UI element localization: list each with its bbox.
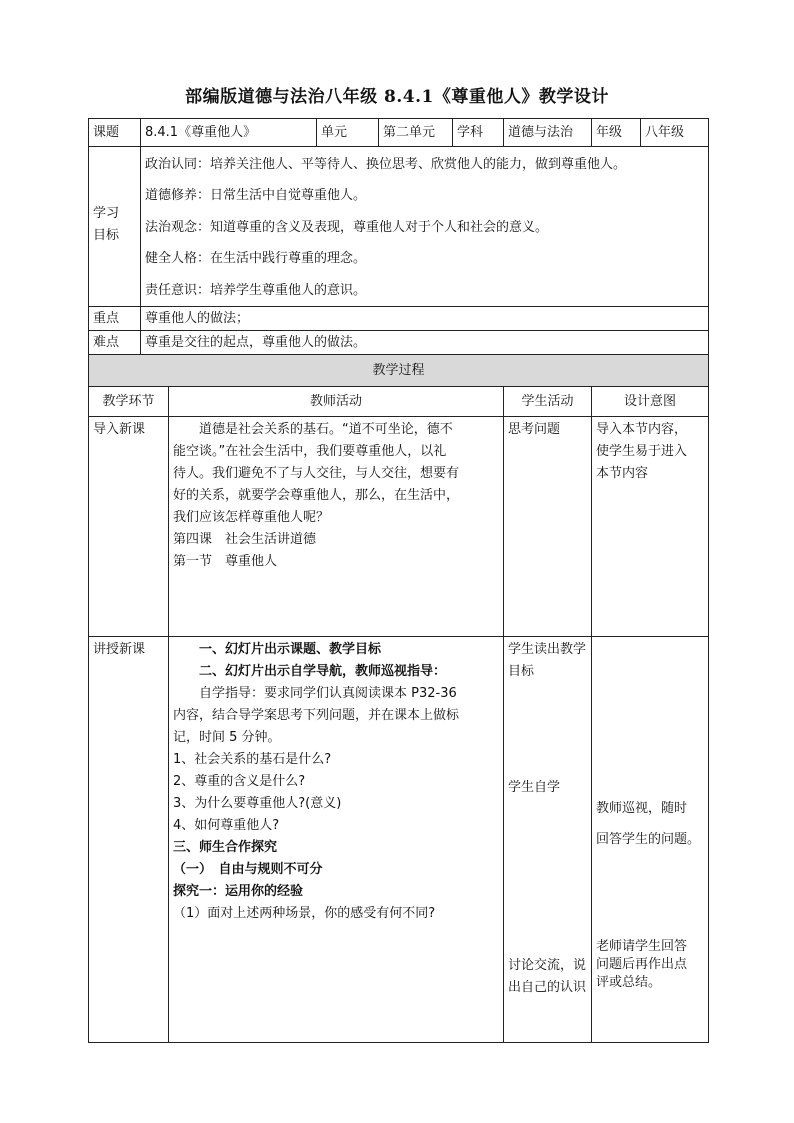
intro-teacher-line: 第一节 尊重他人	[173, 554, 278, 569]
intro-teacher-line: 我们应该怎样尊重他人呢？	[173, 510, 330, 525]
goals-label-line1: 学习	[93, 206, 120, 221]
goal-responsibility: 责任意识：培养学生尊重他人的意识。	[145, 282, 367, 298]
header-row	[89, 119, 709, 147]
lecture-teacher-line: 3、为什么要尊重他人?(意义)	[173, 796, 342, 811]
goal-moral: 道德修养：日常生活中自觉尊重他人。	[145, 188, 367, 204]
lesson-plan-table	[88, 118, 709, 1043]
page-title: 部编版道德与法治八年级 8.4.1《尊重他人》教学设计	[185, 87, 609, 107]
goal-political: 政治认同：培养关注他人、平等待人、换位思考、欣赏他人的能力，做到尊重他人。	[145, 157, 627, 172]
intro-teacher-line: 待人。我们避免不了与人交往，与人交往，想要有	[173, 466, 460, 481]
unit-label: 单元	[317, 119, 379, 147]
difficulty-label: 难点	[89, 331, 141, 355]
lecture-student-line: 目标	[508, 664, 535, 679]
lecture-intent-line: 老师请学生回答	[596, 938, 688, 954]
grade-label: 年级	[592, 119, 641, 147]
lecture-teacher-line: 记，时间 5 分钟。	[173, 730, 281, 745]
goals-row	[89, 147, 709, 307]
lecture-intent-line: 问题后再作出点	[596, 956, 688, 972]
intro-intent-line: 导入本节内容，	[596, 422, 688, 437]
lecture-teacher-line: 内容，结合导学案思考下列问题，并在课本上做标	[173, 708, 460, 723]
column-teacher: 教师活动	[169, 387, 504, 417]
column-stage: 教学环节	[89, 387, 169, 417]
lecture-teacher-line: （1）面对上述两种场景，你的感受有何不同?	[173, 906, 436, 921]
intro-student: 思考问题	[504, 417, 592, 637]
process-columns-row	[89, 387, 709, 417]
lecture-teacher-line: 4、如何尊重他人?	[173, 818, 280, 833]
difficulty-row	[89, 331, 709, 355]
lecture-student	[504, 637, 592, 1043]
lecture-row	[89, 637, 709, 1043]
column-student: 学生活动	[504, 387, 592, 417]
lecture-student-line: 出自己的认识	[508, 980, 587, 995]
course-value: 8.4.1《尊重他人》	[141, 119, 317, 147]
unit-value: 第二单元	[379, 119, 453, 147]
intro-teacher	[169, 417, 504, 637]
intro-intent-line: 使学生易于进入	[596, 444, 688, 459]
difficulty-value: 尊重是交往的起点，尊重他人的做法。	[141, 331, 709, 355]
column-intent: 设计意图	[592, 387, 709, 417]
lecture-teacher-line: （一） 自由与规则不可分	[173, 862, 323, 877]
intro-teacher-line: 能空谈。”在社会生活中，我们要尊重他人，以礼	[173, 444, 447, 459]
lecture-intent-line: 教师巡视，随时	[596, 801, 688, 816]
lecture-stage: 讲授新课	[89, 637, 169, 1043]
intro-intent-line: 本节内容	[596, 466, 649, 481]
subject-value: 道德与法治	[504, 119, 592, 147]
lecture-student-line: 学生读出教学	[508, 642, 587, 657]
intro-intent	[592, 417, 709, 637]
lecture-teacher-line: 一、幻灯片出示课题、教学目标	[199, 642, 382, 657]
lecture-teacher	[169, 637, 504, 1043]
key-point-label: 重点	[89, 307, 141, 331]
grade-value: 八年级	[641, 119, 709, 147]
course-label: 课题	[89, 119, 141, 147]
lecture-teacher-line: 自学指导：要求同学们认真阅读课本 P32-36	[199, 686, 457, 701]
goal-law: 法治观念：知道尊重的含义及表现，尊重他人对于个人和社会的意义。	[145, 219, 549, 235]
process-heading: 教学过程	[89, 355, 709, 387]
process-heading-row	[89, 355, 709, 387]
lecture-intent-line: 回答学生的问题。	[596, 832, 701, 848]
intro-teacher-line: 道德是社会关系的基石。“道不可坐论，德不	[199, 422, 453, 437]
goal-personality: 健全人格：在生活中践行尊重的理念。	[145, 251, 367, 267]
lecture-student-line: 讨论交流，说	[508, 958, 587, 973]
lecture-teacher-line: 二、幻灯片出示自学导航，教师巡视指导：	[199, 664, 447, 679]
goals-label	[89, 147, 141, 307]
goals-content	[141, 147, 709, 307]
lecture-teacher-line: 2、尊重的含义是什么?	[173, 774, 306, 789]
lecture-teacher-line: 三、师生合作探究	[173, 840, 278, 855]
subject-label: 学科	[453, 119, 504, 147]
lecture-intent	[592, 637, 709, 1043]
lecture-teacher-line: 探究一：运用你的经验	[173, 884, 304, 899]
lecture-student-line: 学生自学	[508, 780, 561, 795]
key-point-value: 尊重他人的做法；	[141, 307, 709, 331]
lecture-teacher-line: 1、社会关系的基石是什么?	[173, 752, 332, 767]
intro-row	[89, 417, 709, 637]
intro-teacher-line: 好的关系，就要学会尊重他人，那么，在生活中，	[173, 488, 460, 503]
key-point-row	[89, 307, 709, 331]
lecture-intent-line: 评或总结。	[596, 974, 662, 990]
intro-teacher-line: 第四课 社会生活讲道德	[173, 532, 317, 547]
intro-stage: 导入新课	[89, 417, 169, 637]
goals-label-line2: 目标	[93, 228, 120, 243]
